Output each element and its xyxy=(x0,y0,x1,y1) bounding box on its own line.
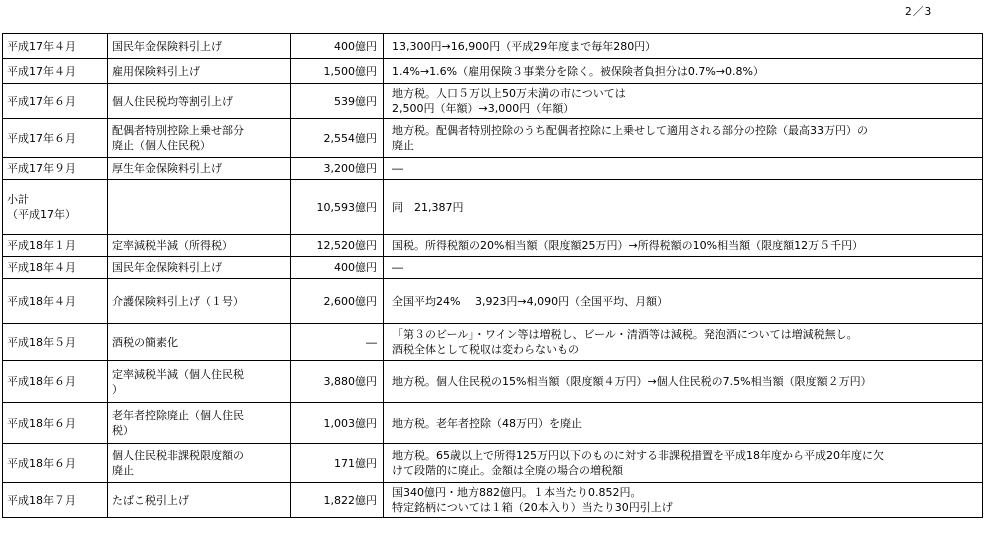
date-cell: 平成18年５月 xyxy=(3,324,108,361)
amount-cell: 2,554億円 xyxy=(291,119,384,158)
item-cell: 定率減税半減（個人住民税 ） xyxy=(108,361,291,403)
date-cell: 平成18年６月 xyxy=(3,403,108,444)
date-cell: 平成18年４月 xyxy=(3,257,108,279)
table-row xyxy=(3,444,983,483)
amount-cell: 1,822億円 xyxy=(291,483,384,518)
note-cell: 「第３のビール」・ワイン等は増税し、ビール・清酒等は減税。発泡酒については増減税無し。 酒税全体として税収は変わらないもの xyxy=(384,324,983,361)
item-cell: たばこ税引上げ xyxy=(108,483,291,518)
table-row xyxy=(3,34,983,59)
table-row xyxy=(3,279,983,324)
note-cell: 地方税。老年者控除（48万円）を廃止 xyxy=(384,403,983,444)
table-row xyxy=(3,235,983,257)
table-row xyxy=(3,59,983,84)
item-cell: 配偶者特別控除上乗せ部分 廃止（個人住民税） xyxy=(108,119,291,158)
table-row xyxy=(3,84,983,119)
note-cell: 国税。所得税額の20%相当額（限度額25万円）→所得税額の10%相当額（限度額12万５千円） xyxy=(384,235,983,257)
note-cell: 同 21,387円 xyxy=(384,180,983,235)
date-cell: 平成17年４月 xyxy=(3,59,108,84)
amount-cell: 1,500億円 xyxy=(291,59,384,84)
table-row xyxy=(3,158,983,180)
note-cell: 全国平均24% 3,923円→4,090円（全国平均、月額） xyxy=(384,279,983,324)
item-cell xyxy=(108,180,291,235)
table-row xyxy=(3,403,983,444)
table-row xyxy=(3,324,983,361)
item-cell: 個人住民税均等割引上げ xyxy=(108,84,291,119)
note-cell: ― xyxy=(384,257,983,279)
amount-cell: 1,003億円 xyxy=(291,403,384,444)
note-cell: 地方税。人口５万以上50万未満の市については 2,500円（年額）→3,000円（年額） xyxy=(384,84,983,119)
note-cell: 地方税。配偶者特別控除のうち配偶者控除に上乗せして適用される部分の控除（最高33万円）の 廃止 xyxy=(384,119,983,158)
table-row xyxy=(3,361,983,403)
amount-cell: 12,520億円 xyxy=(291,235,384,257)
amount-cell: 171億円 xyxy=(291,444,384,483)
table-row xyxy=(3,483,983,518)
amount-cell: ― xyxy=(291,324,384,361)
date-cell: 平成18年６月 xyxy=(3,361,108,403)
date-cell: 平成18年１月 xyxy=(3,235,108,257)
item-cell: 老年者控除廃止（個人住民 税） xyxy=(108,403,291,444)
item-cell: 厚生年金保険料引上げ xyxy=(108,158,291,180)
date-cell: 平成18年６月 xyxy=(3,444,108,483)
item-cell: 酒税の簡素化 xyxy=(108,324,291,361)
note-cell: 地方税。65歳以上で所得125万円以下のものに対する非課税措置を平成18年度から平成20年度に欠 けて段階的に廃止。金額は全廃の場合の増税額 xyxy=(384,444,983,483)
date-cell: 平成17年６月 xyxy=(3,84,108,119)
date-cell: 平成18年４月 xyxy=(3,279,108,324)
item-cell: 国民年金保険料引上げ xyxy=(108,34,291,59)
note-cell: 国340億円・地方882億円。１本当たり0.852円。 特定銘柄については１箱（20本入り）当たり30円引上げ xyxy=(384,483,983,518)
table-row xyxy=(3,257,983,279)
item-cell: 個人住民税非課税限度額の 廃止 xyxy=(108,444,291,483)
date-cell: 平成17年４月 xyxy=(3,34,108,59)
item-cell: 定率減税半減（所得税） xyxy=(108,235,291,257)
item-cell: 介護保険料引上げ（１号） xyxy=(108,279,291,324)
amount-cell: 10,593億円 xyxy=(291,180,384,235)
date-cell: 平成18年７月 xyxy=(3,483,108,518)
date-cell: 平成17年６月 xyxy=(3,119,108,158)
tax-burden-table xyxy=(2,33,983,518)
item-cell: 雇用保険料引上げ xyxy=(108,59,291,84)
note-cell: 13,300円→16,900円（平成29年度まで毎年280円） xyxy=(384,34,983,59)
amount-cell: 539億円 xyxy=(291,84,384,119)
amount-cell: 2,600億円 xyxy=(291,279,384,324)
amount-cell: 3,880億円 xyxy=(291,361,384,403)
page-number: 2／3 xyxy=(905,5,933,18)
note-cell: 1.4%→1.6%（雇用保険３事業分を除く。被保険者負担分は0.7%→0.8%） xyxy=(384,59,983,84)
note-cell: 地方税。個人住民税の15%相当額（限度額４万円）→個人住民税の7.5%相当額（限度額２万円） xyxy=(384,361,983,403)
table-row xyxy=(3,180,983,235)
amount-cell: 400億円 xyxy=(291,34,384,59)
amount-cell: 3,200億円 xyxy=(291,158,384,180)
note-cell: ― xyxy=(384,158,983,180)
date-cell: 平成17年９月 xyxy=(3,158,108,180)
item-cell: 国民年金保険料引上げ xyxy=(108,257,291,279)
amount-cell: 400億円 xyxy=(291,257,384,279)
table-row xyxy=(3,119,983,158)
date-cell: 小計 （平成17年） xyxy=(3,180,108,235)
